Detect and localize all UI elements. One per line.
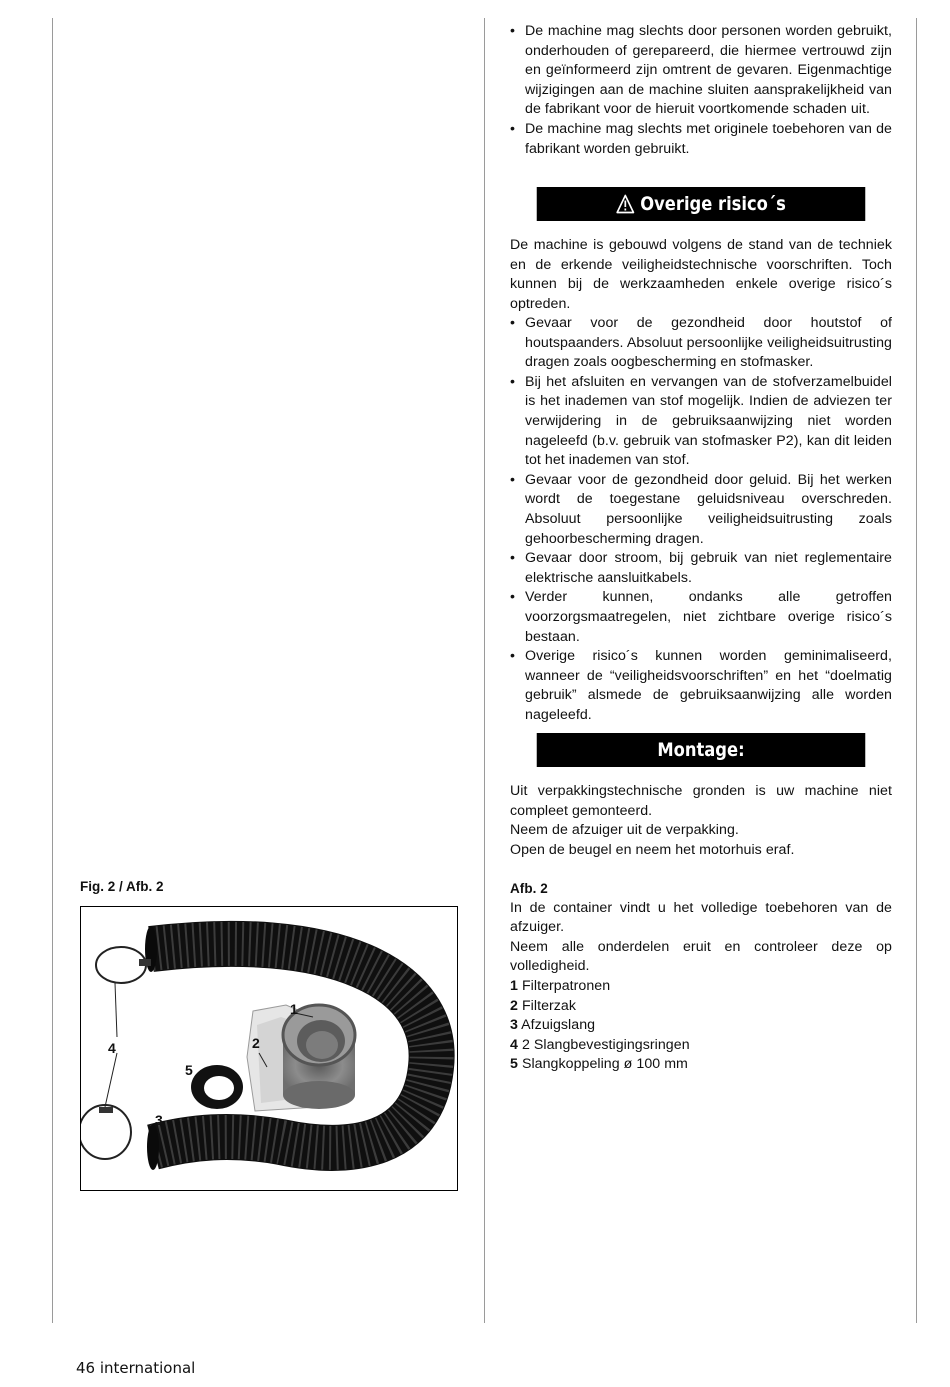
afb2-line: Neem alle onderdelen eruit en controleer deze op volledigheid.: [510, 938, 892, 975]
residual-risks-title: Overige risico´s: [640, 193, 786, 215]
montage-line: Neem de afzuiger uit de verpakking.: [510, 822, 739, 839]
warning-triangle-icon: [616, 194, 635, 214]
callout-5: 5: [185, 1062, 193, 1078]
residual-risks-heading: [537, 187, 866, 221]
figure-caption: Fig. 2 / Afb. 2: [80, 879, 164, 894]
list-item: • De machine mag slechts met originele toebehoren van de fabrikant worden gebruikt.: [510, 120, 892, 159]
montage-line: Open de beugel en neem het motorhuis eraf.: [510, 841, 795, 858]
left-margin-rule: [52, 18, 53, 1323]
right-margin-rule: [916, 18, 917, 1323]
part-item: 4 2 Slangbevestigingsringen: [510, 1036, 690, 1053]
afb2-section: [510, 879, 892, 1075]
list-item: • De machine mag slechts door personen worden gebruikt, onderhouden of gerepareerd, die hiermee vertrouwd zijn en geïnformeerd zijn omtrent de gevaren. Eigenmachtige wijzigingen aan de machine sluiten aansprakelijkheid van de fabrikant voor de hieruit voortkomende schaden uit.: [510, 22, 892, 120]
figure-accessories-photo: [80, 906, 458, 1191]
list-item: • Overige risico´s kunnen worden geminimaliseerd, wanneer de “veiligheidsvoorschriften” en het “doelmatig gebruik” alsmede de gebruiksaanwijzing alle worden nageleefd.: [510, 647, 892, 725]
list-item: • Gevaar voor de gezondheid door houtstof of houtspaanders. Absoluut persoonlijke veiligheidsuitrusting dragen zoals oogbescherming en stofmasker.: [510, 314, 892, 373]
top-bullet-list: [510, 22, 892, 159]
center-column-rule: [484, 18, 485, 1323]
afb2-line: In de container vindt u het volledige toebehoren van de afzuiger.: [510, 899, 892, 936]
callout-3: 3: [155, 1112, 163, 1128]
filter-cartridge: [283, 1081, 355, 1109]
montage-title: Montage:: [657, 739, 745, 761]
list-item: • Bij het afsluiten en vervangen van de stofverzamelbuidel is het inademen van stof mogelijk. Indien de adviezen ter verwijdering in de gebruiksaanwijzing niet worden nageleefd (b.v. gebruik van stofmasker P2), kan dit leiden tot het inademen van stof.: [510, 373, 892, 471]
residual-intro: De machine is gebouwd volgens de stand van de techniek en de erkende veiligheidstechnische voorschriften. Toch kunnen bij de werkzaamheden enkele overige risico´s optreden.: [510, 237, 892, 312]
montage-heading: [537, 733, 866, 767]
page-footer: 46 international: [76, 1359, 196, 1377]
afb2-label: Afb. 2: [510, 881, 548, 896]
part-item: 3 Afzuigslang: [510, 1017, 596, 1034]
part-item: 1 Filterpatronen: [510, 977, 611, 994]
part-item: 5 Slangkoppeling ø 100 mm: [510, 1056, 688, 1073]
list-item: • Verder kunnen, ondanks alle getroffen voorzorgsmaatregelen, niet zichtbare overige risico´s bestaan.: [510, 588, 892, 647]
hose-clamp-top: [96, 947, 146, 983]
hose-clamp-bottom: [81, 1105, 131, 1159]
montage-line: Uit verpakkingstechnische gronden is uw machine niet compleet gemonteerd.: [510, 783, 892, 819]
residual-bullet-list: [510, 314, 892, 725]
montage-text: [510, 782, 892, 860]
part-item: 2 Filterzak: [510, 997, 577, 1014]
accessories-illustration: [81, 907, 457, 1190]
parts-list: [510, 977, 892, 1075]
callout-4: 4: [108, 1040, 116, 1056]
list-item: • Gevaar voor de gezondheid door geluid. Bij het werken wordt de toegestane geluidsniveau overschreden. Absoluut persoonlijke veiligheidsuitrusting zoals gehoorbescherming dragen.: [510, 471, 892, 549]
callout-2: 2: [252, 1035, 260, 1051]
list-item: • Gevaar door stroom, bij gebruik van niet reglementaire elektrische aansluitkabels.: [510, 549, 892, 588]
callout-1: 1: [290, 1001, 298, 1017]
